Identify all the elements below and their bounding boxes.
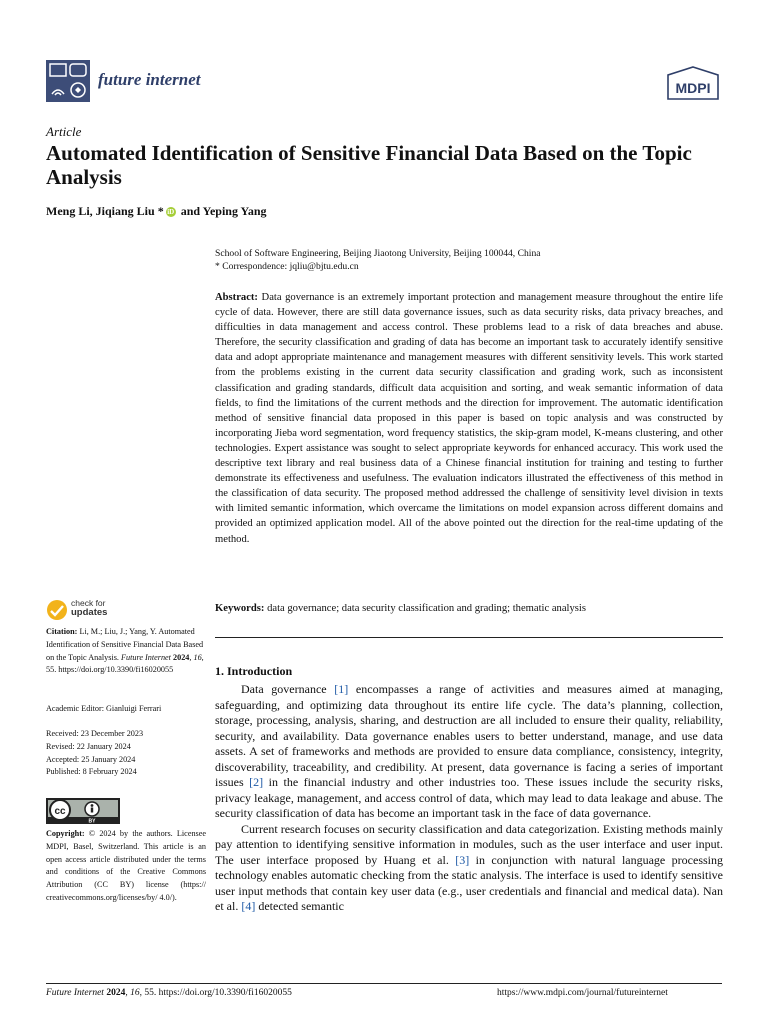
publisher-name: MDPI: [675, 80, 711, 96]
citation-link[interactable]: [3]: [455, 852, 470, 867]
svg-text:cc: cc: [54, 806, 66, 817]
cc-by-license-icon[interactable]: [46, 798, 120, 824]
check-updates-icon: [46, 599, 68, 621]
article-title: Automated Identification of Sensitive Financial Data Based on the Topic Analysis: [46, 141, 692, 189]
article-type: Article: [46, 124, 82, 139]
section-divider: [215, 637, 723, 638]
copyright-block: Copyright: © 2024 by the authors. Licensee MDPI, Basel, Switzerland. This article is an open access article distributed under the terms and conditions of the Creative Commons Attribution (CC BY) license (https:// creativecommons.org/licenses/by/ 4.0/).: [46, 829, 206, 902]
paragraph: Data governance [1] encompasses a range of activities and measures aimed at managing, safeguarding, and optimizing data throughout its entire life cycle. The data’s planning, collection, storage, processing, analysis, sharing, and destruction are all included to ensure their quality, reliability, security, and availability. Data governance enables users to better understand, manage, and use data assets. A set of frameworks and methods are provided to ensure data compliance, consistency, integrity, discoverability, traceability, and credibility. At present, data governance is facing a series of important issues [2] in the financial industry and other industries too. These issues include the security risks, privacy leakage, management, and access control of data, which may lead to data leakage and abuse. The security classification of data has become an important task in the face of data governance.: [215, 682, 724, 820]
academic-editor: Academic Editor: Gianluigi Ferrari: [46, 704, 162, 713]
check-label-2: updates: [71, 607, 108, 618]
paragraph: Current research focuses on security classification and data categorization. Existing methods mainly pay attention to identifying sensitive information in modules, such as the user interface and user input. The user interface proposed by Huang et al. [3] in conjunction with natural language processing technology enables automatic checking from the static analysis. The interface is used to identify sensitive user input methods that contain key user data (e.g., user credentials and financial and medical data). Nan et al. [4] detected semantic: [215, 821, 723, 913]
affiliation: School of Software Engineering, Beijing Jiaotong University, Beijing 100044, China: [215, 248, 541, 259]
doi-link[interactable]: , 55. https://doi.org/10.3390/fi16020055: [139, 988, 292, 998]
citation-link[interactable]: [2]: [249, 775, 264, 789]
abstract-text: Data governance is an extremely important protection and management measure throughout the entire life cycle of data. However, there are still data governance issues, such as data security risks, data privacy breaches, and difficulties in data management and access control. These problems lead to a risk of data breaches and abuse. Therefore, the security classification and grading of data has become an important task to accurately identify sensitive data and adopt appropriate maintenance and management measures with different sensitivity levels. This work started from the problems existing in the current data security classification and grading work, such as inconsistent classification and grading standards, difficult data acquisition and sorting, and weak semantic information of data fields, to find the limitations of the current methods and the direction for improvement. The automatic identification method of sensitive financial data proposed in this paper is based on topic analysis and was constructed by incorporating Jieba word segmentation, word frequency statistics, the skip-gram model, K-means clustering, and other technologies. Expert assistance was sought to select appropriate keywords for enhanced accuracy. This work used the descriptive text library and real business data of a Chinese financial institution for training and testing to further demonstrate its effectiveness and usefulness. The evaluation indicators illustrated the effectiveness of this method in the classification of data security. The proposed method addressed the challenge of sensitivity level division in texts with limited semantic information, which overcame the limitations on model expansion across different domains and provided an optimized application model. All of the above pointed out the direction for the real-time updating of the method.: [215, 292, 723, 545]
citation-link[interactable]: [1]: [334, 682, 349, 696]
author-list: [46, 204, 267, 219]
journal-name: future internet: [98, 70, 201, 89]
footer-citation: Future Internet 2024, 16, 55. https://doi.org/10.3390/fi16020055: [46, 988, 292, 998]
correspondence: * Correspondence: jqliu@bjtu.edu.cn: [215, 261, 359, 272]
abstract: [215, 290, 723, 547]
accepted-date: Accepted: 25 January 2024: [46, 754, 136, 764]
keywords-label: Keywords:: [215, 603, 265, 614]
affiliation-block: [215, 247, 541, 273]
check-label-1: check for: [71, 598, 106, 608]
citation-block: Citation: Li, M.; Liu, J.; Yang, Y. Automated Identification of Sensitive Financial Data Based on the Topic Analysis. Future Internet 2024, 16, 55. https://doi.org/10.3390/fi16020055: [46, 627, 204, 675]
citation-link[interactable]: [4]: [241, 899, 256, 913]
published-date: Published: 8 February 2024: [46, 767, 137, 777]
introduction-body: [215, 682, 723, 915]
journal-logo-icon: [46, 60, 90, 102]
check-for-updates-button[interactable]: [46, 598, 126, 622]
received-date: Received: 23 December 2023: [46, 729, 144, 738]
cc-by-label: BY: [88, 818, 96, 824]
authors-first: Meng Li, Jiqiang Liu *: [46, 204, 164, 218]
section-heading: 1. Introduction: [215, 664, 293, 678]
revised-date: Revised: 22 January 2024: [46, 741, 131, 751]
abstract-label: Abstract:: [215, 292, 258, 303]
authors-last: and Yeping Yang: [177, 204, 267, 218]
footer-divider: [46, 983, 722, 984]
dates-block: [46, 728, 206, 779]
orcid-icon[interactable]: iD: [167, 208, 175, 216]
journal-url-link[interactable]: https://www.mdpi.com/journal/futureinternet: [497, 988, 668, 998]
keywords-text: data governance; data security classification and grading; thematic analysis: [264, 603, 586, 614]
keywords: [215, 603, 723, 614]
mdpi-logo-icon: [666, 66, 720, 100]
